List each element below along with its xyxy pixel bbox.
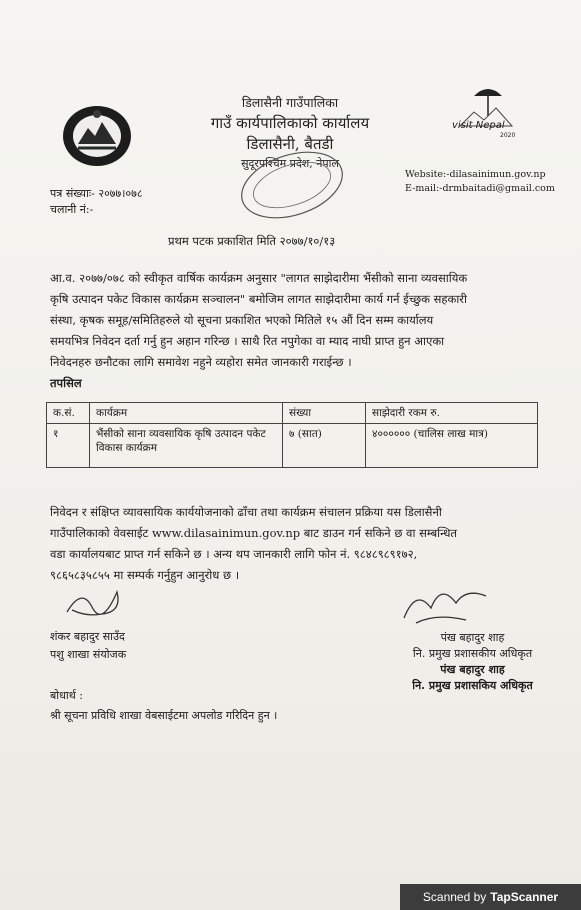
- paragraph-line: समयभित्र निवेदन दर्ता गर्नु हुन अहान गरिन्छ । साथै रित नपुगेका वा म्याद नाघी प्राप्त हुन आएका: [50, 334, 445, 348]
- left-signatory: [50, 628, 126, 664]
- paragraph-line: गाउँपालिकाको वेवसाईट www.dilasainimun.gov.np बाट डाउन गर्न सकिने छ वा सम्बन्धित: [50, 526, 457, 540]
- table-header: क.सं.: [47, 403, 90, 424]
- dispatch-number: चलानी नं:-: [50, 203, 94, 216]
- email-text: E-mail:-drmbaitadi@gmail.com: [405, 183, 555, 194]
- office-address: डिलासैनी, बैतडी: [246, 135, 334, 153]
- ref-number: पत्र संख्याः- २०७७।०७८: [50, 187, 143, 200]
- table-cell: १: [47, 424, 90, 468]
- paragraph-line: आ.व. २०७७/०७८ को स्वीकृत वार्षिक कार्यक्रम अनुसार "लागत साझेदारीमा भैंसीको साना व्यवसायिक: [50, 271, 468, 285]
- reference-block: [50, 186, 143, 218]
- municipality-name: डिलासैनी गाउँपालिका: [241, 95, 339, 110]
- table-cell: ४०००००० (चालिस लाख मात्र): [366, 424, 538, 468]
- left-signature-icon: [62, 582, 132, 622]
- right-signatory-stamp-title: नि. प्रमुख प्रशासकिय अधिकृत: [412, 679, 533, 692]
- right-signatory: [390, 630, 555, 694]
- right-signatory-stamp-name: पंख बहादुर शाह: [440, 663, 505, 676]
- right-signatory-title: नि. प्रमुख प्रशासकीय अधिकृत: [412, 647, 533, 660]
- visit-nepal-logo: [450, 82, 540, 142]
- annex-label: तपसिल: [50, 376, 82, 390]
- paragraph-line: ९८६५८३५८५५ मा सम्पर्क गर्नुहुन आनुरोध छ ।: [50, 568, 240, 582]
- watermark-prefix: Scanned by: [422, 890, 487, 904]
- paragraph-line: निवेदन र संक्षिप्त व्यावसायिक कार्ययोजनाको ढाँचा तथा कार्यक्रम संचालन प्रक्रिया यस डिलासैनी: [50, 505, 442, 519]
- paragraph-line: वडा कार्यालयबाट प्राप्त गर्न सकिने छ । अन्य थप जानकारी लागि फोन नं. ९८४८९८९१७२,: [50, 547, 418, 561]
- publish-date: प्रथम पटक प्रकाशित मिति २०७७/१०/१३: [168, 234, 336, 248]
- instructions-paragraph: [50, 502, 555, 586]
- right-signatory-name: पंख बहादुर शाह: [440, 631, 505, 644]
- cc-label: बोधार्थ :: [50, 689, 83, 702]
- office-province: सुदूरपश्चिम प्रदेश, नेपाल: [241, 157, 339, 170]
- cc-line: श्री सूचना प्रविधि शाखा वेबसाईटमा अपलोड गरिदिन हुन ।: [50, 709, 278, 722]
- visit-nepal-text: visit Nepal: [452, 120, 505, 131]
- contact-block: [405, 168, 555, 196]
- left-signatory-name: शंकर बहादुर साउँद: [50, 630, 125, 643]
- umbrella-icon: [450, 82, 540, 142]
- left-signatory-title: पशु शाखा संयोजक: [50, 648, 127, 661]
- notice-paragraph: [50, 268, 555, 373]
- watermark-brand: TapScanner: [490, 890, 559, 904]
- office-name: गाउँ कार्यपालिकाको कार्यालय: [210, 114, 370, 132]
- right-signature-icon: [396, 578, 496, 628]
- table-cell: भैंसीको साना व्यवसायिक कृषि उत्पादन पकेट विकास कार्यक्रम: [90, 424, 283, 468]
- program-table: [46, 402, 538, 468]
- scanner-watermark: [400, 884, 581, 910]
- paragraph-line: संस्था, कृषक समूह/समितिहरुले यो सूचना प्रकाशित भएको मितिले १५ औं दिन सम्म कार्यालय: [50, 313, 434, 327]
- table-header: साझेदारी रकम रु.: [366, 403, 538, 424]
- table-header-row: [47, 403, 538, 424]
- table-header: कार्यक्रम: [90, 403, 283, 424]
- table-cell: ७ (सात): [283, 424, 366, 468]
- paragraph-line: कृषि उत्पादन पकेट विकास कार्यक्रम सञ्चालन" बमोजिम लागत साझेदारीमा कार्य गर्न ईच्छुक सहकारी: [50, 292, 467, 306]
- table-header: संख्या: [283, 403, 366, 424]
- table-row: [47, 424, 538, 468]
- cc-block: [50, 686, 277, 726]
- nepal-emblem-icon: [58, 100, 136, 170]
- website-text: Website:-dilasainimun.gov.np: [405, 169, 546, 180]
- paragraph-line: निवेदनहरु छनौटका लागि समावेश नहुने व्यहोरा समेत जानकारी गराईन्छ ।: [50, 355, 352, 369]
- visit-nepal-year: 2020: [500, 132, 516, 139]
- office-stamp-icon: [232, 150, 352, 220]
